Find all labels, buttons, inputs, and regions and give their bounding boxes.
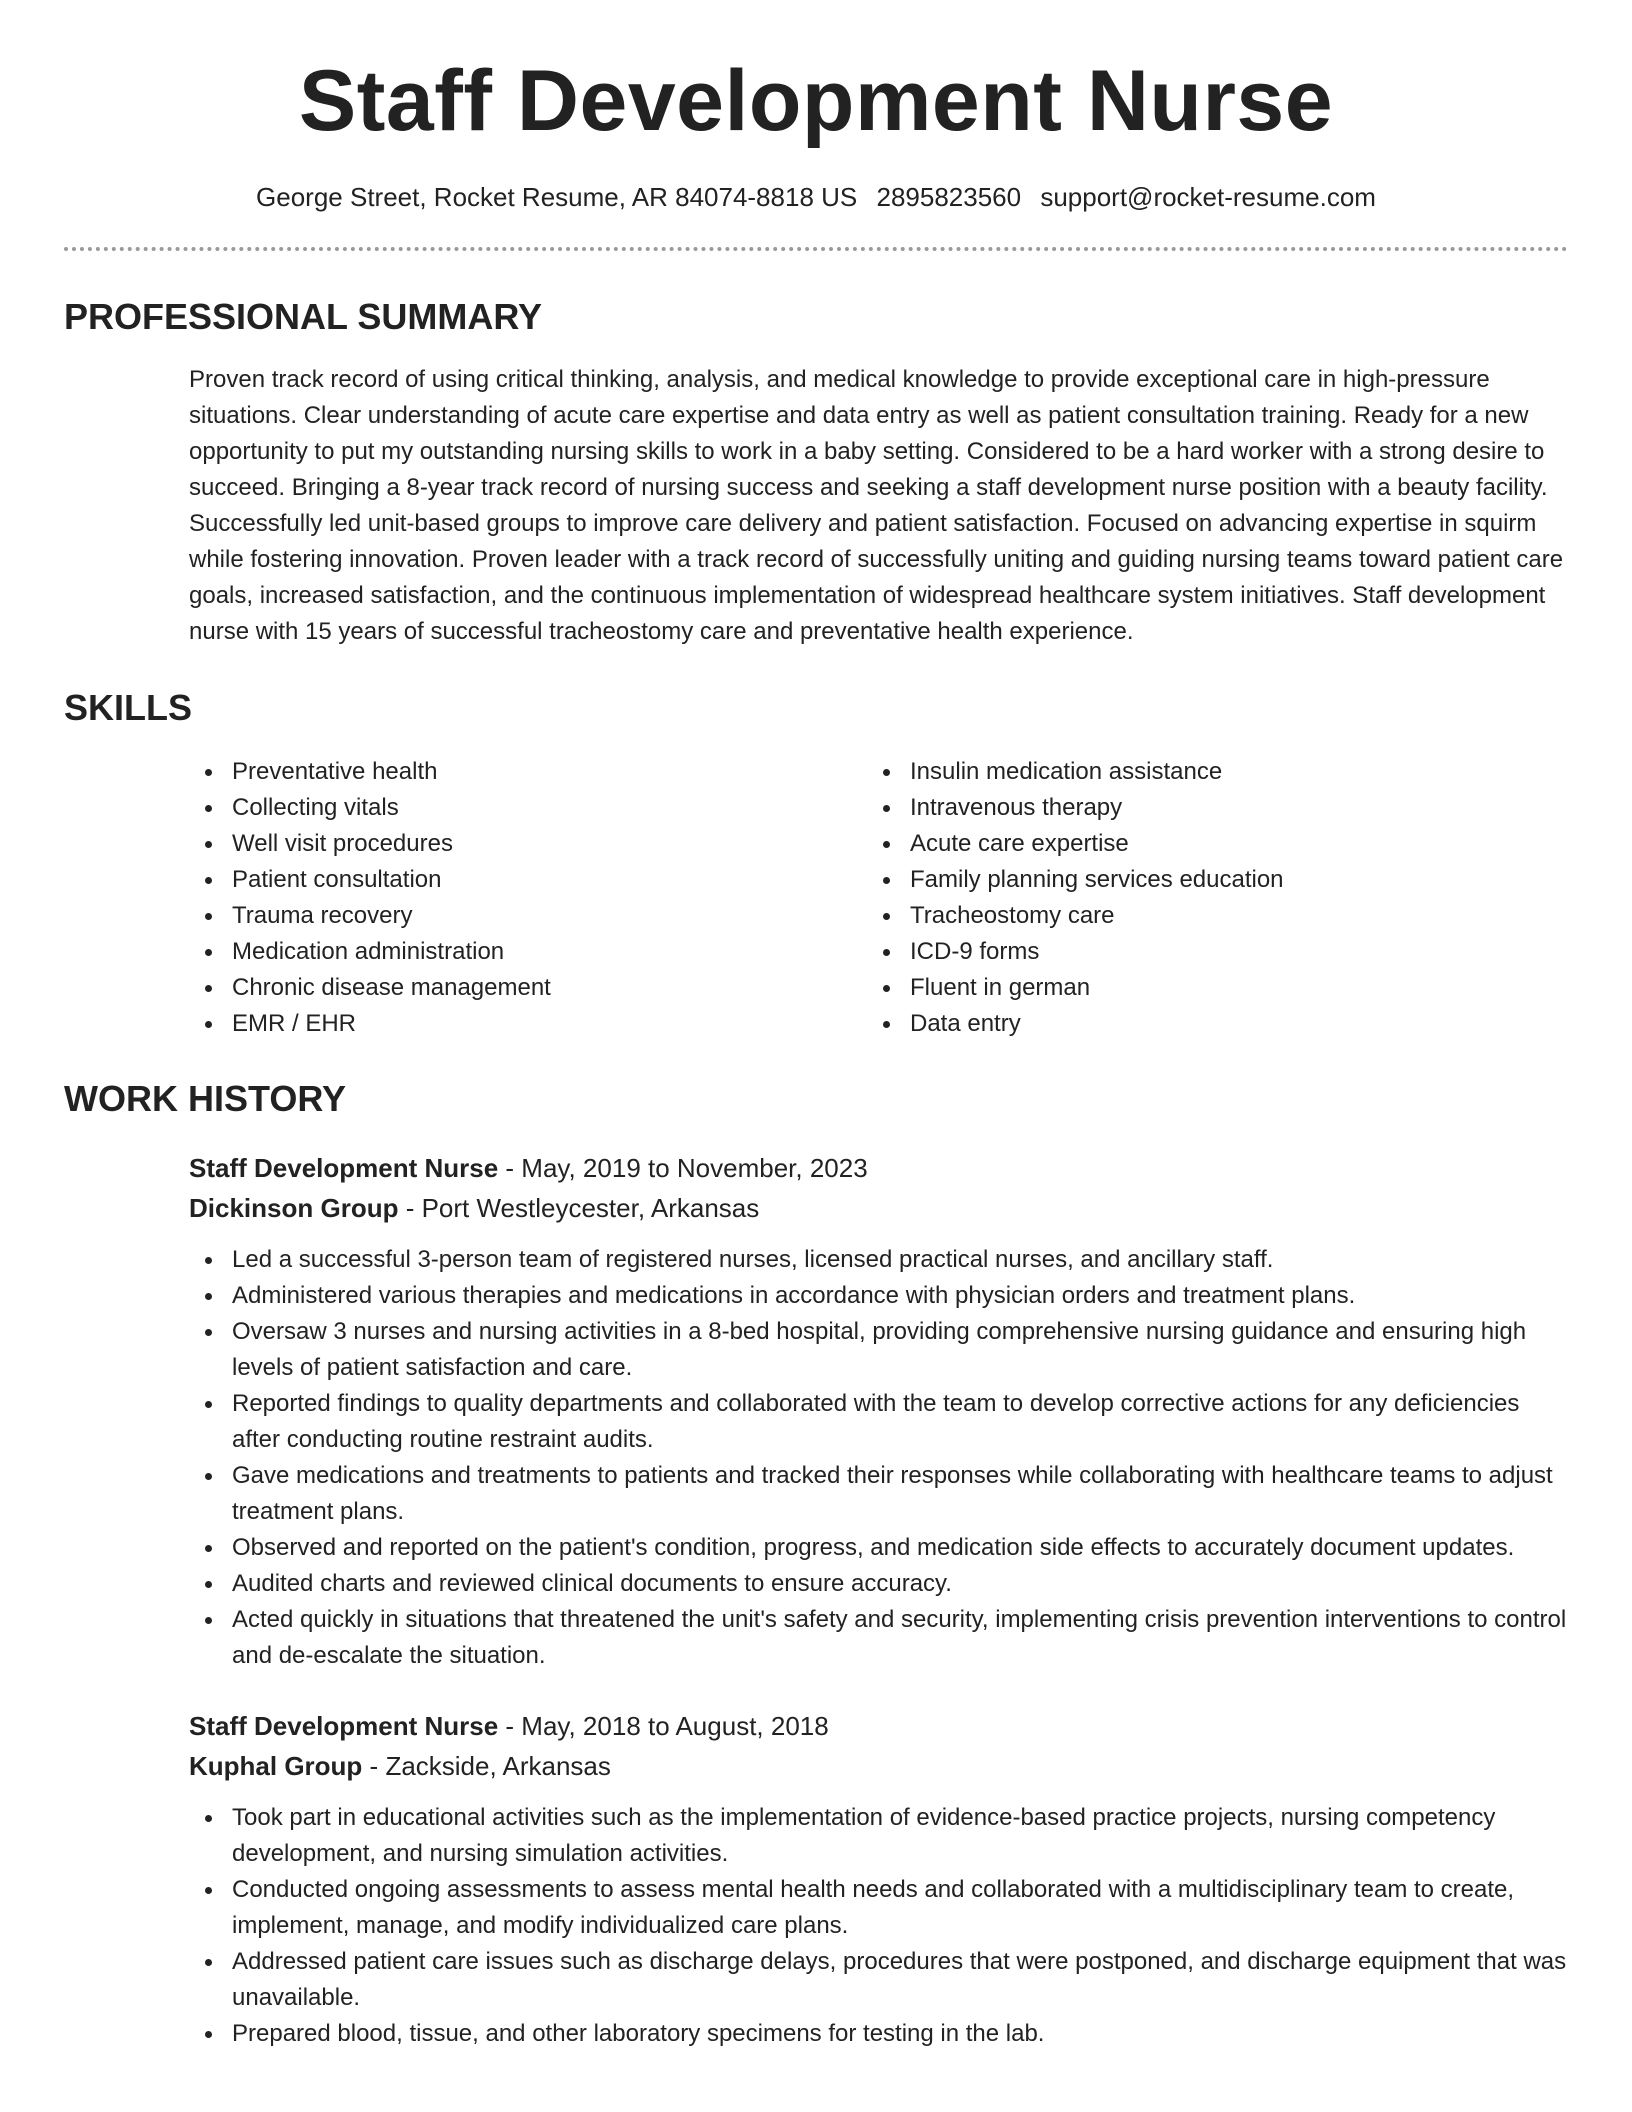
contact-line — [64, 182, 1568, 213]
job-bullet: Gave medications and treatments to patients and tracked their responses while collaborating with healthcare teams to adjust treatment plans. — [189, 1458, 1568, 1530]
skills-list-left — [189, 754, 867, 1042]
job-company-line — [189, 1746, 1568, 1786]
skill-item: Data entry — [867, 1006, 1545, 1042]
job-bullet: Prepared blood, tissue, and other laboratory specimens for testing in the lab. — [189, 2016, 1568, 2052]
job-location: Port Westleycester, Arkansas — [421, 1192, 760, 1223]
skill-item: Patient consultation — [189, 862, 867, 898]
resume-name: Staff Development Nurse — [298, 53, 1334, 149]
job-company: Dickinson Group — [189, 1192, 399, 1223]
skill-item: Trauma recovery — [189, 898, 867, 934]
skills-columns — [189, 754, 1568, 1042]
job-title-line — [189, 1148, 1568, 1188]
job-bullets — [64, 1242, 1568, 1674]
job-bullet: Addressed patient care issues such as discharge delays, procedures that were postponed, and discharge equipment that was unavailable. — [189, 1944, 1568, 2016]
job-bullet: Administered various therapies and medications in accordance with physician orders and treatment plans. — [189, 1278, 1568, 1314]
skill-item: Fluent in german — [867, 970, 1545, 1006]
job-bullet: Audited charts and reviewed clinical documents to ensure accuracy. — [189, 1566, 1568, 1602]
skill-item: Collecting vitals — [189, 790, 867, 826]
job-location: Zackside, Arkansas — [385, 1750, 611, 1781]
job-dates: May, 2018 to August, 2018 — [521, 1710, 829, 1741]
skills-list-right — [867, 754, 1545, 1042]
job-entry — [189, 1706, 1568, 2052]
separator: - — [398, 1192, 422, 1223]
job-company: Kuphal Group — [189, 1750, 363, 1781]
job-bullet: Oversaw 3 nurses and nursing activities in a 8-bed hospital, providing comprehensive nursing guidance and ensuring high levels of patient satisfaction and care. — [189, 1314, 1568, 1386]
work-history-heading: WORK HISTORY — [64, 1077, 347, 1119]
skill-item: Medication administration — [189, 934, 867, 970]
skill-item: Insulin medication assistance — [867, 754, 1545, 790]
job-role: Staff Development Nurse — [189, 1710, 499, 1741]
separator: - — [498, 1710, 522, 1741]
job-bullet: Acted quickly in situations that threatened the unit's safety and security, implementing crisis prevention interventions to control and de-escalate the situation. — [189, 1602, 1568, 1674]
job-company-line — [189, 1188, 1568, 1228]
job-role: Staff Development Nurse — [189, 1152, 499, 1183]
job-entry — [189, 1148, 1568, 1674]
summary-text: Proven track record of using critical thinking, analysis, and medical knowledge to provide exceptional care in high-pressure situations. Clear understanding of acute care expertise and data entry as well as patient consultation training. Ready for a new opportunity to put my outstanding nursing skills to work in a baby setting. Considered to be a hard worker with a strong desire to succeed. Bringing a 8-year track record of nursing success and seeking a staff development nurse position with a beauty facility. Successfully led unit-based groups to improve care delivery and patient satisfaction. Focused on advancing expertise in squirm while fostering innovation. Proven leader with a track record of successfully uniting and guiding nursing teams toward patient care goals, increased satisfaction, and the continuous implementation of widespread healthcare system initiatives. Staff development nurse with 15 years of successful tracheostomy care and preventative health experience. — [189, 366, 1564, 646]
job-bullet: Observed and reported on the patient's condition, progress, and medication side effects to accurately document updates. — [189, 1530, 1568, 1566]
job-bullet: Led a successful 3-person team of registered nurses, licensed practical nurses, and ancillary staff. — [189, 1242, 1568, 1278]
skill-item: EMR / EHR — [189, 1006, 867, 1042]
skill-item: Acute care expertise — [867, 826, 1545, 862]
contact-phone: 2895823560 — [876, 182, 1022, 212]
skills-section — [64, 686, 1568, 1041]
skill-item: Family planning services education — [867, 862, 1545, 898]
separator: - — [362, 1750, 386, 1781]
skill-item: Preventative health — [189, 754, 867, 790]
job-bullet: Reported findings to quality departments and collaborated with the team to develop corrective actions for any deficiencies after conducting routine restraint audits. — [189, 1386, 1568, 1458]
skill-item: Intravenous therapy — [867, 790, 1545, 826]
summary-section — [64, 295, 1568, 650]
separator: - — [498, 1152, 522, 1183]
job-bullets — [64, 1800, 1568, 2052]
job-dates: May, 2019 to November, 2023 — [521, 1152, 868, 1183]
skill-item: Tracheostomy care — [867, 898, 1545, 934]
job-title-line — [189, 1706, 1568, 1746]
job-bullet: Conducted ongoing assessments to assess mental health needs and collaborated with a multidisciplinary team to create, implement, manage, and modify individualized care plans. — [189, 1872, 1568, 1944]
skill-item: Well visit procedures — [189, 826, 867, 862]
job-bullet: Took part in educational activities such as the implementation of evidence-based practice projects, nursing competency development, and nursing simulation activities. — [189, 1800, 1568, 1872]
skills-heading: SKILLS — [64, 687, 193, 729]
skill-item: Chronic disease management — [189, 970, 867, 1006]
header-divider — [64, 247, 1568, 251]
summary-heading: PROFESSIONAL SUMMARY — [64, 296, 543, 338]
contact-email: support@rocket-resume.com — [1040, 182, 1376, 212]
contact-address: George Street, Rocket Resume, AR 84074-8818 US — [256, 182, 858, 212]
work-history-section — [64, 1077, 1568, 2052]
skill-item: ICD-9 forms — [867, 934, 1545, 970]
